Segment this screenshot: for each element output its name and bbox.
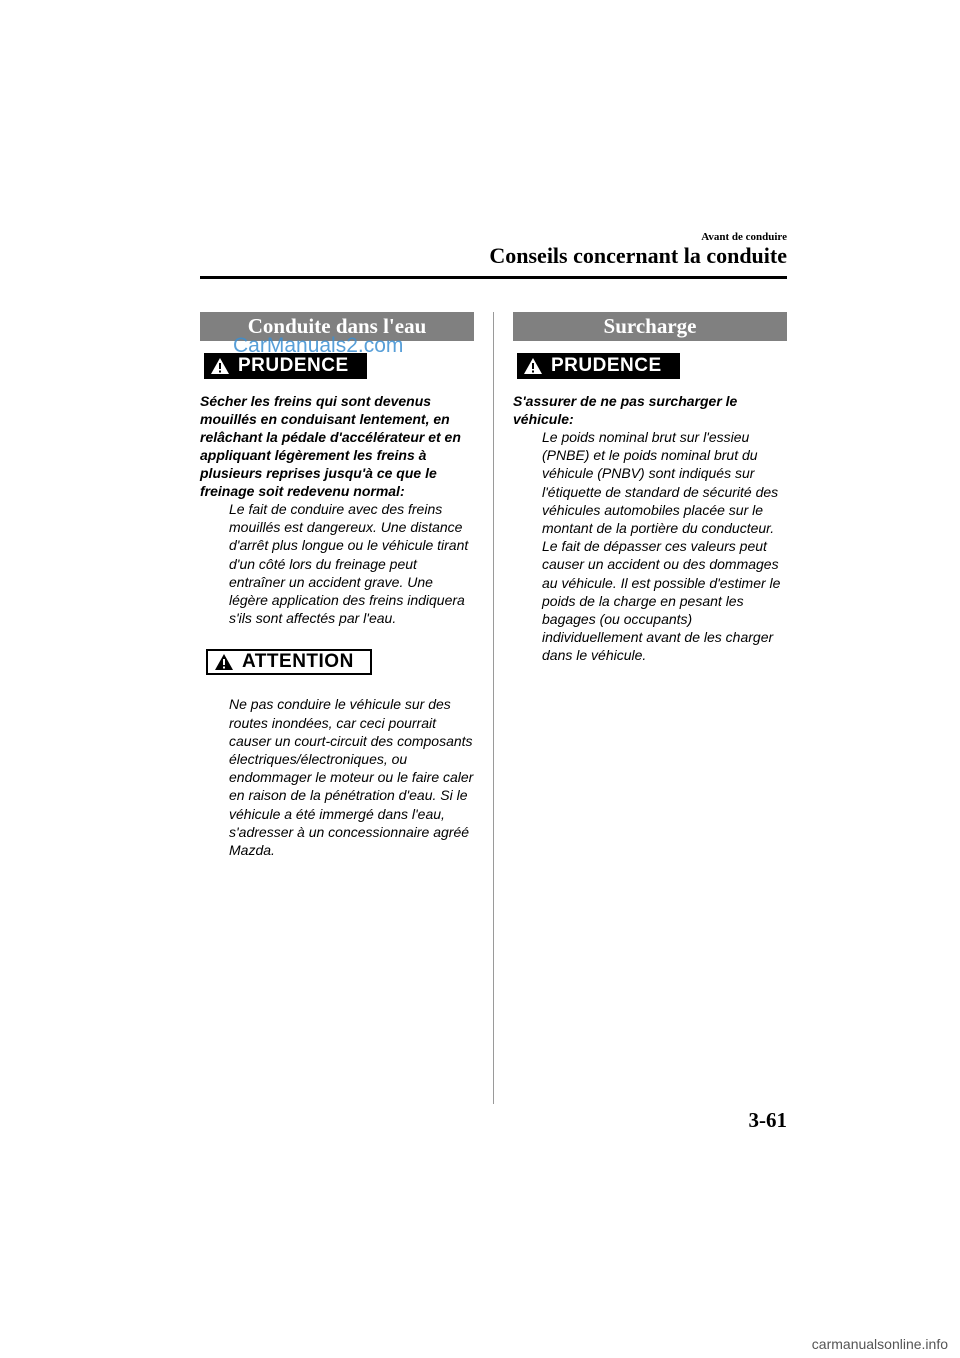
section-water-driving (200, 312, 474, 859)
caution-label-text: PRUDENCE (551, 355, 662, 376)
attention-label (206, 649, 372, 675)
section-overload (513, 312, 787, 665)
caution-instruction: Sécher les freins qui sont devenus mouillés en conduisant lentement, en relâchant la pédale d'accélérateur et en appliquant légèrement les freins à plusieurs reprises jusqu'à ce que le freinage soit redevenu normal: (200, 393, 461, 499)
attention-label-text: ATTENTION (242, 651, 354, 673)
attention-text: Ne pas conduire le véhicule sur des routes inondées, car ceci pourrait causer un court-circuit des composants électriques/électroniques, ou endommager le moteur ou le faire caler en raison de la pénétration d'eau. Si le véhicule a été immergé dans l'eau, s'adresser à un concessionnaire agréé Mazda. (229, 696, 474, 859)
page-number: 3-61 (748, 1108, 787, 1132)
caution-label-text: PRUDENCE (238, 355, 349, 376)
caution-explanation: Le fait de conduire avec des freins mouillés est dangereux. Une distance d'arrêt plus longue ou le véhicule tirant d'un côté lors du freinage peut entraîner un accident grave. Une légère application des freins indiquera s'ils sont affectés par l'eau. (229, 501, 469, 627)
caution-instruction: S'assurer de ne pas surcharger le véhicule: (513, 393, 738, 427)
watermark: CarManuals2.com (233, 334, 404, 357)
page-title: Conseils concernant la conduite (489, 243, 787, 268)
chapter-label: Avant de conduire (701, 231, 787, 243)
warning-triangle-icon (214, 653, 234, 671)
caution-label (517, 353, 680, 379)
caution-explanation: Le poids nominal brut sur l'essieu (PNBE) et le poids nominal brut du véhicule (PNBV) sont indiqués sur l'étiquette de standard de sécurité des véhicules automobiles placée sur le montant de la portière du conducteur. Le fait de dépasser ces valeurs peut causer un accident ou des dommages au véhicule. Il est possible d'estimer le poids de la charge en pesant les bagages (ou occupants) individuellement avant de les charger dans le véhicule. (542, 429, 781, 664)
warning-triangle-icon (523, 357, 543, 375)
section-heading: Surcharge (513, 312, 787, 341)
header-rule (200, 276, 787, 279)
column-divider (493, 312, 494, 1104)
footer-site-link[interactable]: carmanualsonline.info (811, 1336, 948, 1352)
section-heading: Conduite dans l'eau (200, 312, 474, 341)
warning-triangle-icon (210, 357, 230, 375)
